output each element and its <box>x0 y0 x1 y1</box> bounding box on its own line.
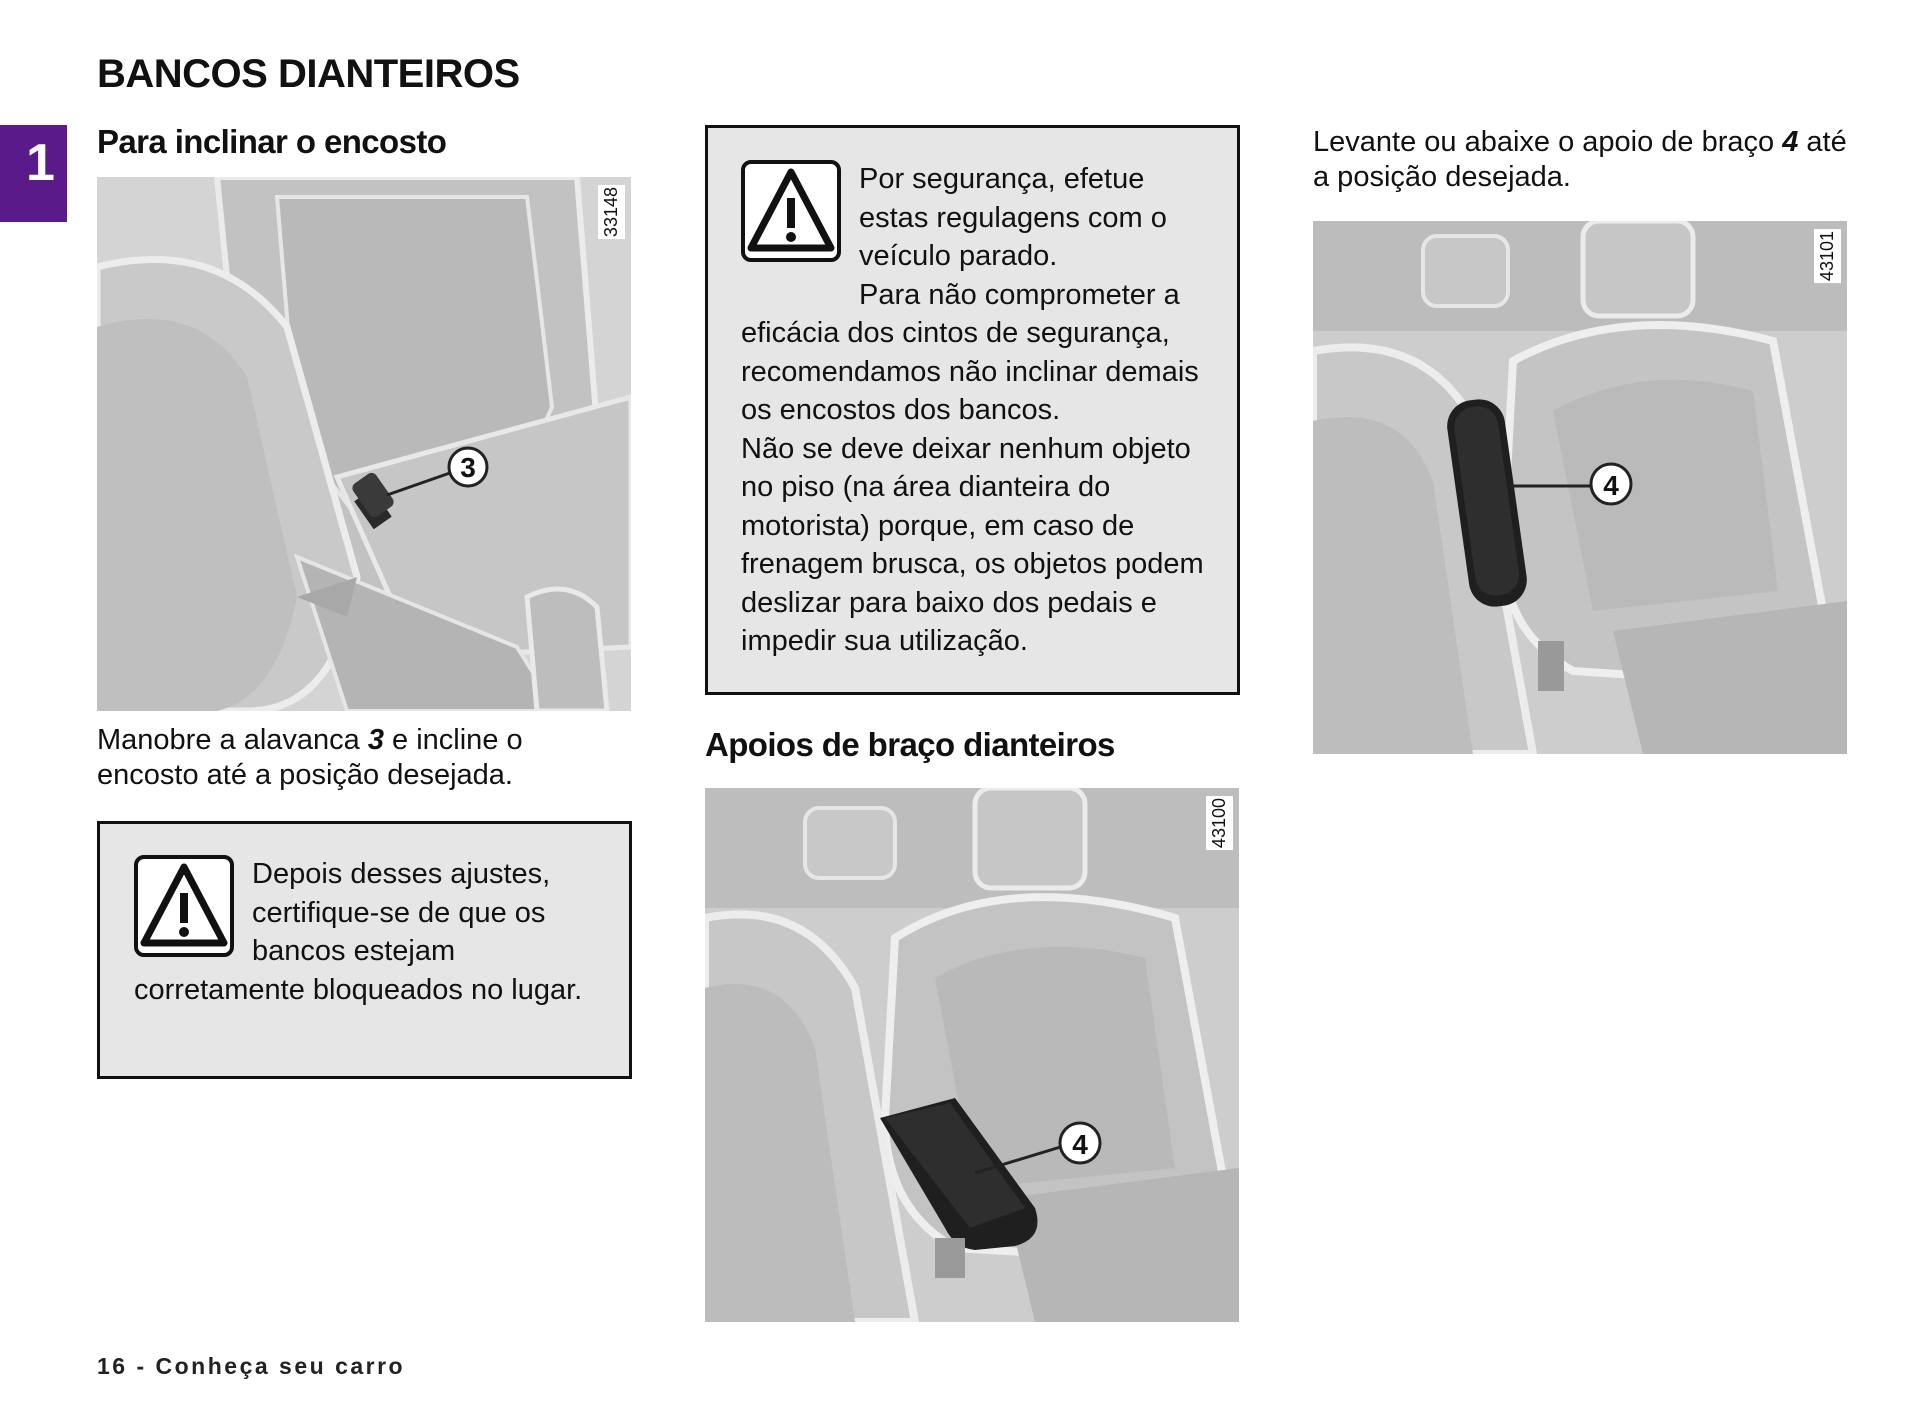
recline-heading: Para inclinar o encosto <box>97 123 447 160</box>
armrest-raised-figure <box>1313 221 1847 754</box>
armrest-instruction-after: até a posição desejada. <box>1313 126 1847 193</box>
recline-figure <box>97 177 631 711</box>
recline-warning-text: Depois desses ajustes, certifique-se de que os bancos estejam corretamente bloqueados no lugar. <box>134 858 583 1006</box>
recline-instruction-before: Manobre a alavanca <box>97 724 368 756</box>
armrest-instruction-ref: 4 <box>1782 126 1799 158</box>
callout-3-label: 3 <box>460 452 476 483</box>
chapter-number: 1 <box>26 134 55 192</box>
figure-code-33148: 33148 <box>598 185 625 239</box>
warning-triangle-icon <box>741 160 841 262</box>
safety-warning-paragraph-1: Por segurança, efetue estas regulagens com o veículo parado. <box>859 163 1167 272</box>
chapter-tab <box>0 125 67 222</box>
callout-4-label: 4 <box>1072 1129 1088 1160</box>
recline-warning-box <box>97 821 632 1079</box>
armrest-instruction-before: Levante ou abaixe o apoio de braço <box>1313 126 1783 158</box>
warning-triangle-icon <box>134 855 234 957</box>
armrest-lowered-figure <box>705 788 1239 1322</box>
safety-warning-paragraph-3: Não se deve deixar nenhum objeto no piso (na área dianteira do motorista) porque, em caso de frenagem brusca, os objetos podem deslizar para baixo dos pedais e impedir sua utilização. <box>741 432 1204 657</box>
recline-instruction-after: e incline o encosto até a posição desejada. <box>97 724 523 791</box>
armrest-raised-illustration <box>1313 221 1847 754</box>
seat-lever-illustration <box>97 177 631 711</box>
page-title: BANCOS DIANTEIROS <box>97 52 520 96</box>
figure-code-43100: 43100 <box>1206 796 1233 850</box>
armrest-lowered-illustration <box>705 788 1239 1322</box>
recline-instruction-ref: 3 <box>367 724 384 756</box>
page-footer: 16 - Conheça seu carro <box>97 1353 406 1379</box>
figure-code-43101: 43101 <box>1814 229 1841 283</box>
armrest-instruction <box>1313 125 1853 195</box>
safety-warning-box <box>705 125 1240 695</box>
safety-warning-paragraph-2: Para não comprometer a eficácia dos cintos de segurança, recomendamos não inclinar demais os encostos dos bancos. <box>741 278 1199 426</box>
callout-4-raised-label: 4 <box>1603 470 1619 501</box>
recline-instruction <box>97 723 617 793</box>
armrest-heading: Apoios de braço dianteiros <box>705 726 1115 763</box>
